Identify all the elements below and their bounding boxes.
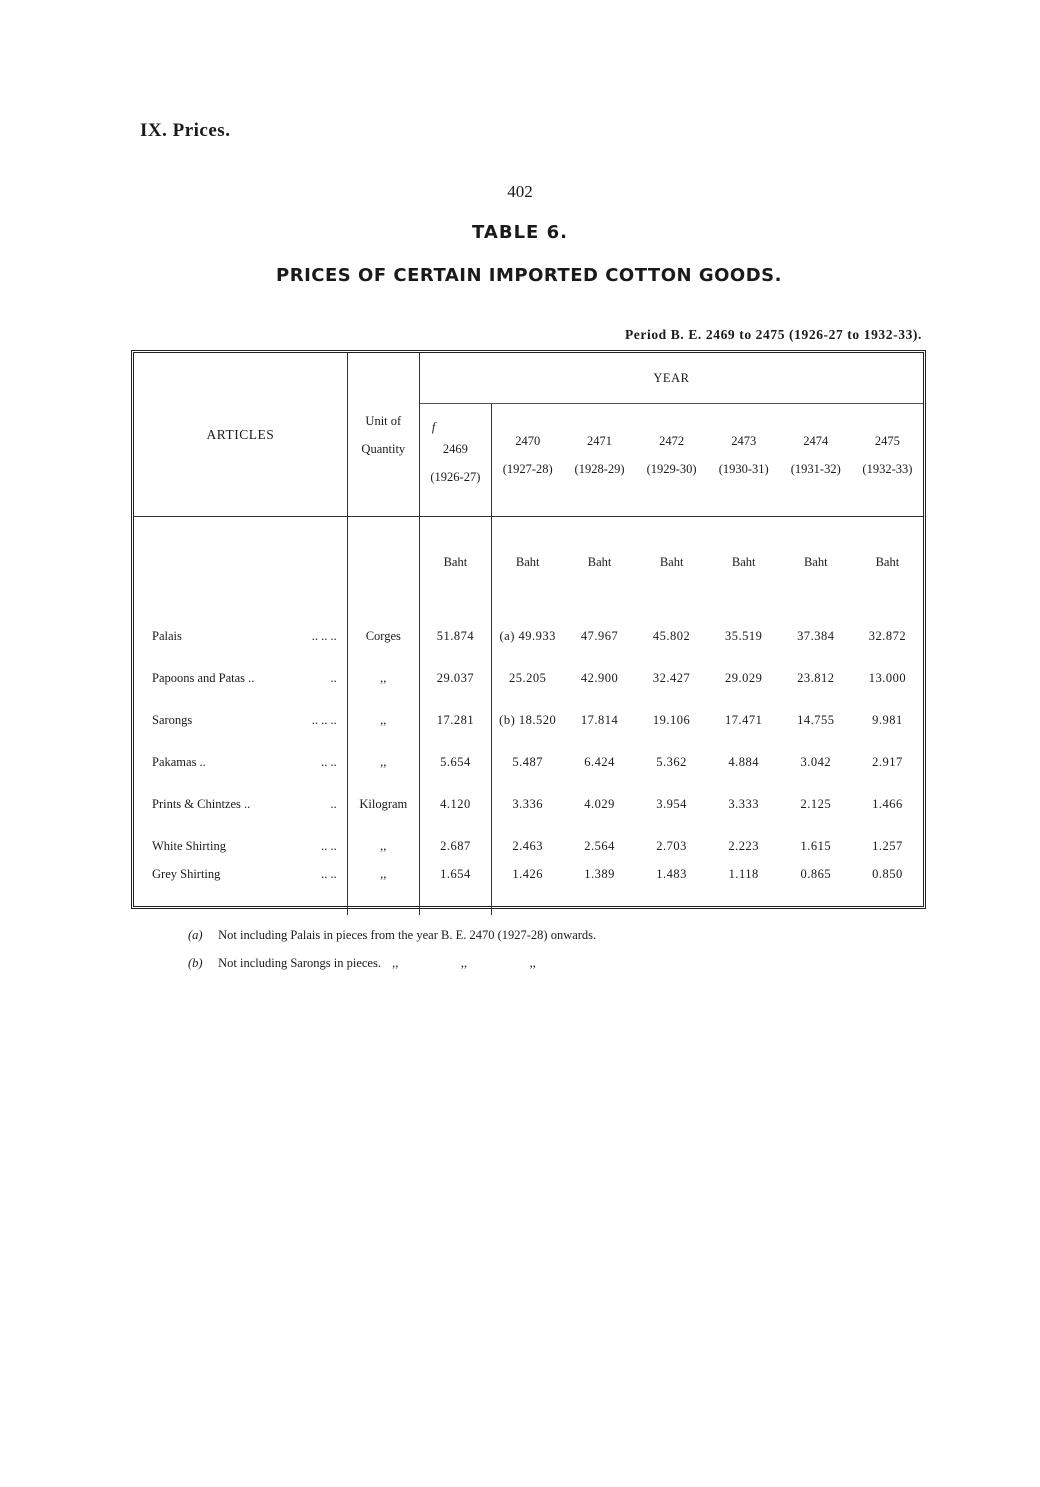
currency-label: Baht [419,517,491,616]
value-cell: 37.384 [797,628,835,643]
value-cell: 17.814 [580,712,619,727]
value-cell: 5.654 [419,741,491,783]
table-row [134,783,923,825]
value-cell: 1.466 [872,796,903,811]
value-cell: 29.029 [725,670,763,685]
table-row [134,867,923,915]
value-cell: 47.967 [580,628,619,643]
value-cell: 32.427 [652,670,691,685]
article-cell [134,615,347,657]
leader-dots: .. .. [321,867,337,881]
value-cell: (b) 18.520 [499,712,557,727]
value-cell: 3.336 [512,796,544,811]
header-year-be: 2470 [515,434,541,448]
header-year-2470 [491,404,563,517]
table-row [134,741,923,783]
value-cell: 2.564 [584,838,615,853]
header-year-be: 2475 [874,434,900,448]
value-cell: 32.872 [868,628,907,643]
unit-cell: ,, [347,741,419,783]
table-subtitle: PRICES OF CERTAIN IMPORTED COTTON GOODS. [276,265,782,286]
prices-table [134,353,923,915]
footnote-text: Not including Palais in pieces from the year B. E. 2470 (1927-28) onwards. [218,928,597,942]
unit-cell: Kilogram [347,783,419,825]
value-cell: 17.471 [725,712,763,727]
header-year-be: 2471 [587,434,613,448]
unit-cell: ,, [347,825,419,867]
value-cell: 51.874 [419,615,491,657]
value-cell: 2.223 [728,838,759,853]
header-year-2469 [419,404,491,517]
leader-dots: .. .. .. [311,628,337,643]
article-cell [134,825,347,867]
value-cell: 2.687 [419,825,491,867]
header-year-be: 2474 [803,434,829,448]
footnote-text: Not including Sarongs in pieces. [218,956,381,970]
value-cell: 42.900 [580,670,619,685]
currency-label: Baht [731,555,756,569]
header-year-be: 2469 [442,442,468,456]
header-year-be: 2472 [659,434,685,448]
value-cell: 5.487 [512,754,544,769]
value-cell: 1.257 [872,838,903,853]
article-cell [134,741,347,783]
value-cell: 0.850 [872,867,903,881]
value-cell: 23.812 [797,670,835,685]
header-unit-line2: Quantity [361,441,406,456]
value-cell: 5.362 [656,754,687,769]
article-name: Sarongs [152,712,193,727]
leader-dots: .. [330,796,337,811]
table-row [134,657,923,699]
footnote-label: (a) [188,928,203,942]
leader-dots: .. .. [321,754,337,769]
header-year-ce: (1930-31) [718,462,769,476]
page-number: 402 [507,182,533,201]
article-cell [134,783,347,825]
currency-row-spacer [347,517,419,616]
value-cell: 1.654 [419,867,491,915]
value-cell: 35.519 [725,628,763,643]
article-name: Papoons and Patas .. [152,670,255,685]
header-year-ce: (1927-28) [502,462,553,476]
article-cell [134,867,347,915]
value-cell: 2.125 [800,796,832,811]
footnote-label: (b) [188,956,203,970]
leader-dots: .. [330,670,337,685]
header-year-2473 [708,404,780,517]
header-articles: ARTICLES [134,353,347,517]
header-year-2472 [636,404,708,517]
value-cell: 1.389 [584,867,615,881]
leader-dots: .. .. .. [311,712,337,727]
article-name: White Shirting [152,838,226,853]
table-row [134,615,923,657]
value-cell: 6.424 [584,754,615,769]
section-heading: IX. Prices. [140,120,231,141]
article-name: Grey Shirting [152,867,221,881]
currency-label: Baht [875,555,900,569]
header-year-ce: (1928-29) [574,462,625,476]
value-cell: 14.755 [797,712,835,727]
header-year-mark: f [431,420,436,434]
table-title: TABLE 6. [472,222,568,243]
period-caption: Period B. E. 2469 to 2475 (1926-27 to 1932-33). [624,327,922,342]
currency-label: Baht [515,555,540,569]
value-cell: 3.954 [656,796,687,811]
article-cell [134,657,347,699]
value-cell: 4.884 [728,754,759,769]
value-cell: (a) 49.933 [499,628,556,643]
value-cell: 45.802 [652,628,691,643]
header-year-ce: (1929-30) [646,462,697,476]
article-name: Palais [152,628,182,643]
header-year-ce: (1931-32) [790,462,841,476]
footnote-ditto-marks: ,, ,, ,, [392,956,536,970]
leader-dots: .. .. [321,838,337,853]
footnote-b [188,956,536,971]
value-cell: 1.118 [728,867,759,881]
unit-cell: Corges [347,615,419,657]
value-cell: 19.106 [652,712,691,727]
value-cell: 17.281 [419,699,491,741]
header-unit-line1: Unit of [365,413,402,428]
value-cell: 29.037 [419,657,491,699]
value-cell: 4.029 [584,796,615,811]
value-cell: 1.615 [800,838,832,853]
table-row [134,699,923,741]
article-cell [134,699,347,741]
header-year-ce: (1932-33) [862,462,913,476]
footnote-a [188,928,596,943]
article-name: Prints & Chintzes .. [152,796,251,811]
article-name: Pakamas .. [152,754,206,769]
currency-label: Baht [659,555,684,569]
value-cell: 25.205 [509,670,547,685]
header-year-be: 2473 [731,434,757,448]
header-year-2471 [564,404,636,517]
value-cell: 13.000 [868,670,907,685]
currency-row [134,517,923,616]
currency-label: Baht [587,555,612,569]
unit-cell: ,, [347,699,419,741]
value-cell: 1.483 [656,867,687,881]
header-unit [347,353,419,517]
unit-cell: ,, [347,867,419,915]
header-year-group: YEAR [419,353,923,404]
currency-label: Baht [803,555,828,569]
value-cell: 2.463 [512,838,544,853]
currency-row-spacer [134,517,347,616]
value-cell: 2.917 [872,754,903,769]
value-cell: 4.120 [419,783,491,825]
value-cell: 2.703 [656,838,687,853]
value-cell: 9.981 [872,712,903,727]
header-year-2474 [780,404,852,517]
header-year-2475 [852,404,923,517]
value-cell: 0.865 [800,867,832,881]
unit-cell: ,, [347,657,419,699]
table-row [134,825,923,867]
header-year-ce: (1926-27) [430,470,481,484]
value-cell: 3.042 [800,754,832,769]
value-cell: 3.333 [728,796,759,811]
value-cell: 1.426 [512,867,544,881]
